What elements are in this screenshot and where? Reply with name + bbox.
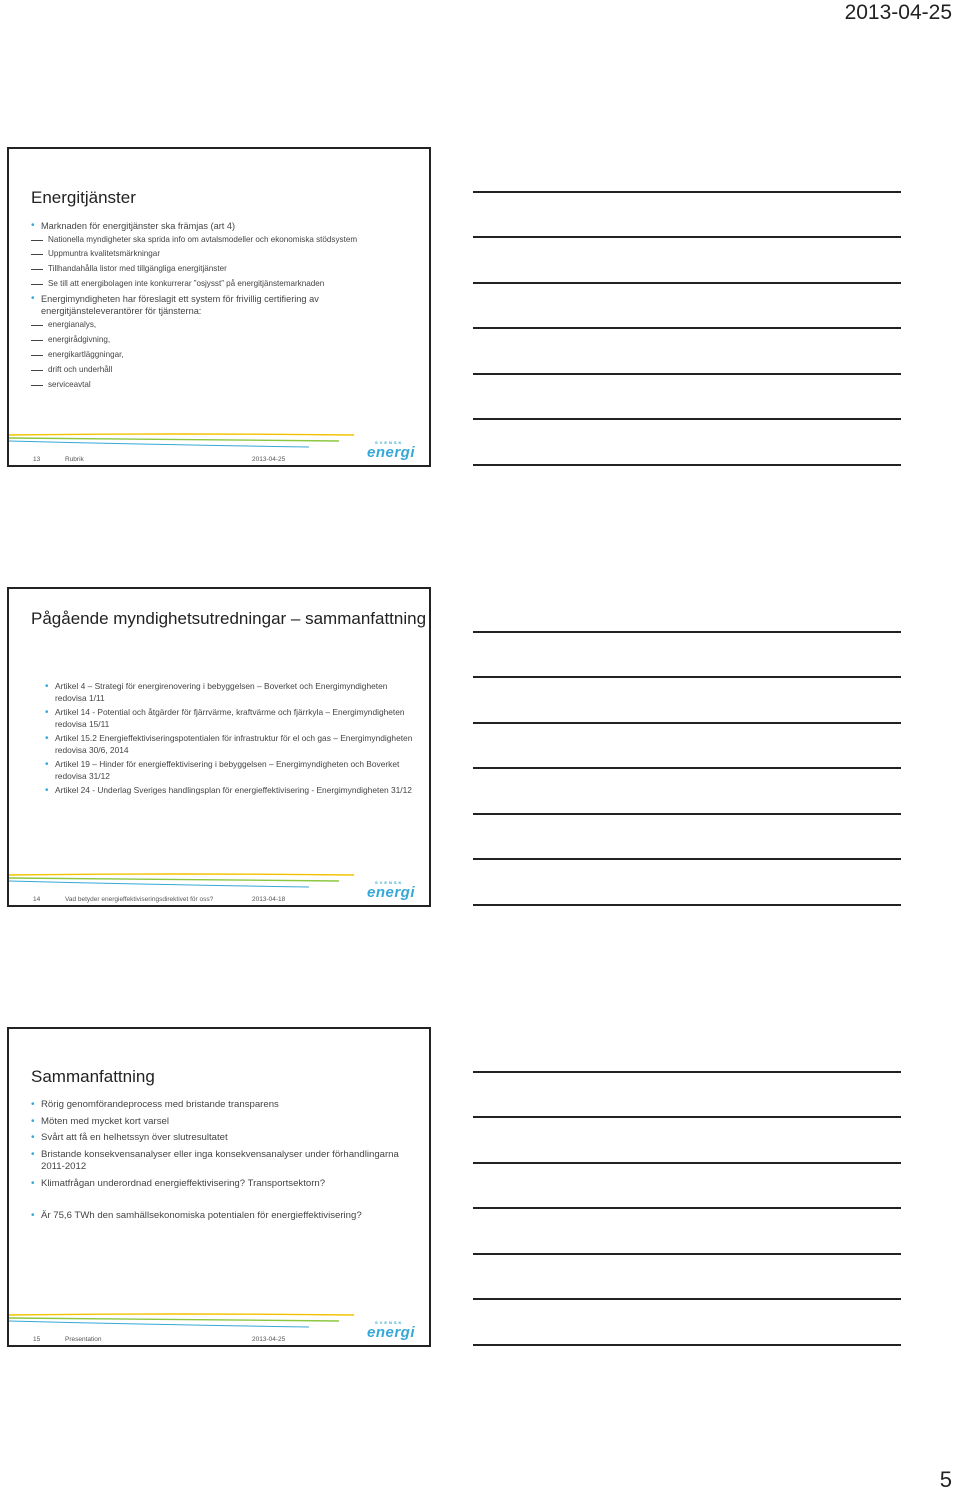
note-line — [473, 904, 901, 906]
sub-bullet-item: Tillhandahålla listor med tillgängliga energitjänster — [31, 264, 417, 274]
note-line — [473, 722, 901, 724]
bullet-item: • Marknaden för energitjänster ska främjas (art 4) — [31, 220, 417, 232]
note-line — [473, 767, 901, 769]
sub-bullet-item: serviceavtal — [31, 380, 417, 390]
footer-label: Vad betyder energieffektiviseringsdirektivet för oss? — [65, 896, 214, 903]
page-date: 2013-04-25 — [844, 1, 952, 24]
note-line — [473, 1344, 901, 1346]
slide-number: 15 — [33, 1336, 41, 1343]
slide-title: Pågående myndighetsutredningar – sammanfattning — [31, 609, 427, 628]
footer-date: 2013-04-25 — [252, 1336, 286, 1343]
svensk-energi-logo — [367, 440, 415, 460]
bullet-item: • Artikel 4 – Strategi för energirenovering i bebyggelsen – Boverket och Energimyndigheten redovisa 1/11 — [45, 681, 417, 704]
sub-bullet-item: Se till att energibolagen inte konkurrerar ”osjysst” på energitjänstemarknaden — [31, 279, 417, 289]
logo-main-text: energi — [367, 444, 416, 461]
note-line — [473, 1298, 901, 1300]
note-line — [473, 631, 901, 633]
bullet-item: • Bristande konsekvensanalyser eller inga konsekvensanalyser under förhandlingarna 2011-2012 — [31, 1149, 417, 1174]
slide-number: 14 — [33, 896, 41, 903]
footer-date: 2013-04-18 — [252, 896, 286, 903]
logo-small-text: SVENSK — [375, 880, 404, 885]
note-line — [473, 1071, 901, 1073]
bullet-item: • Svårt att få en helhetssyn över slutresultatet — [31, 1132, 417, 1145]
sub-bullet-item: Nationella myndigheter ska sprida info om avtalsmodeller och ekonomiska stödsystem — [31, 235, 417, 245]
slide-14 — [7, 587, 431, 907]
sub-bullet-item: energikartläggningar, — [31, 350, 417, 360]
bullet-list — [31, 1099, 417, 1227]
sub-bullet-item: energianalys, — [31, 320, 417, 330]
note-line — [473, 1207, 901, 1209]
note-line — [473, 282, 901, 284]
svensk-energi-logo — [367, 880, 415, 900]
logo-main-text: energi — [367, 1324, 416, 1341]
slide-15 — [7, 1027, 431, 1347]
sub-bullet-item: drift och underhåll — [31, 365, 417, 375]
bullet-item: • Klimatfrågan underordnad energieffektivisering? Transportsektorn? — [31, 1178, 417, 1191]
bullet-item: • Möten med mycket kort varsel — [31, 1116, 417, 1129]
note-line — [473, 327, 901, 329]
note-line — [473, 464, 901, 466]
logo-small-text: SVENSK — [375, 440, 404, 445]
slide-title: Sammanfattning — [31, 1067, 155, 1086]
sub-bullet-item: Uppmuntra kvalitetsmärkningar — [31, 249, 417, 259]
slide-13 — [7, 147, 431, 467]
page-number: 5 — [939, 1467, 952, 1492]
slide-title: Energitjänster — [31, 188, 136, 207]
note-line — [473, 1253, 901, 1255]
note-line — [473, 236, 901, 238]
bullet-list — [45, 681, 417, 800]
note-line — [473, 1162, 901, 1164]
note-line — [473, 191, 901, 193]
logo-small-text: SVENSK — [375, 1320, 404, 1325]
bullet-item: • Rörig genomförandeprocess med bristande transparens — [31, 1099, 417, 1112]
bullet-item: • Artikel 24 - Underlag Sveriges handlingsplan för energieffektivisering - Energimyndigheten 31/12 — [45, 785, 417, 797]
note-line — [473, 813, 901, 815]
footer-date: 2013-04-25 — [252, 456, 286, 463]
bullet-spacer — [31, 1194, 417, 1210]
svensk-energi-logo — [367, 1320, 415, 1340]
bullet-item: • Artikel 19 – Hinder för energieffektivisering i bebyggelsen – Energimyndigheten och Boverket redovisa 31/12 — [45, 759, 417, 782]
footer-label: Rubrik — [65, 456, 84, 463]
note-line — [473, 373, 901, 375]
bullet-item: • Är 75,6 TWh den samhällsekonomiska potentialen för energieffektivisering? — [31, 1210, 417, 1223]
note-line — [473, 676, 901, 678]
logo-main-text: energi — [367, 884, 416, 901]
bullet-list — [31, 220, 417, 395]
bullet-item: • Energimyndigheten har föreslagit ett system för frivillig certifiering av energitjänsteleverantörer för tjänsterna: — [31, 293, 417, 317]
footer-label: Presentation — [65, 1336, 102, 1343]
slide-number: 13 — [33, 456, 41, 463]
sub-bullet-item: energirådgivning, — [31, 335, 417, 345]
bullet-item: • Artikel 14 - Potential och åtgärder för fjärrvärme, kraftvärme och fjärrkyla – Energimyndigheten redovisa 15/11 — [45, 707, 417, 730]
bullet-item: • Artikel 15.2 Energieffektiviseringspotentialen för infrastruktur för el och gas – Energimyndigheten redovisa 30/6, 2014 — [45, 733, 417, 756]
note-line — [473, 1116, 901, 1118]
note-line — [473, 858, 901, 860]
note-line — [473, 418, 901, 420]
